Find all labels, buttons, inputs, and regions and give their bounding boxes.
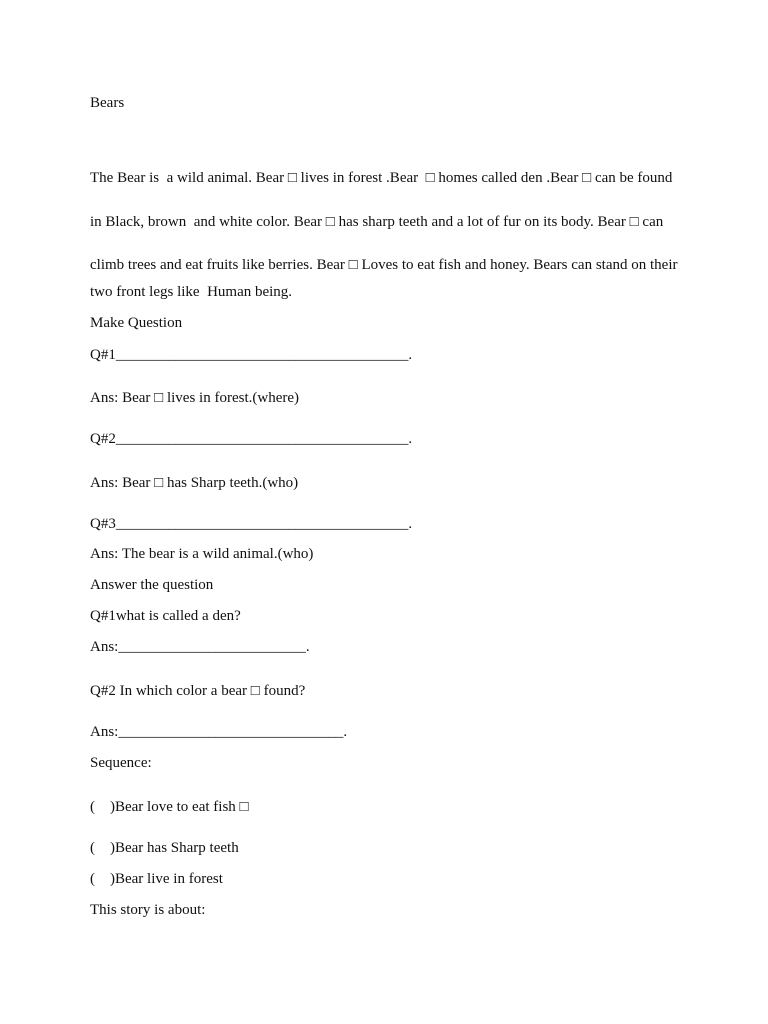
- answer-question-a2: Ans:______________________________.: [90, 724, 348, 740]
- sequence-item: ( )Bear live in forest: [90, 871, 223, 887]
- answer-question-heading: Answer the question: [90, 577, 214, 593]
- make-question-a3: Ans: The bear is a wild animal.(who): [90, 546, 314, 562]
- worksheet-title: Bears: [90, 95, 125, 111]
- paragraph-line: two front legs like Human being.: [90, 284, 293, 300]
- sequence-item: ( )Bear has Sharp teeth: [90, 840, 239, 856]
- answer-question-q2: Q#2 In which color a bear □ found?: [90, 683, 306, 699]
- sequence-heading: Sequence:: [90, 755, 152, 771]
- make-question-a2: Ans: Bear □ has Sharp teeth.(who): [90, 475, 299, 491]
- story-about-prompt: This story is about:: [90, 902, 206, 918]
- paragraph-line: The Bear is a wild animal. Bear □ lives in forest .Bear □ homes called den .Bear □ can be found: [90, 170, 673, 186]
- sequence-item: ( )Bear love to eat fish □: [90, 799, 249, 815]
- answer-question-a1: Ans:_________________________.: [90, 639, 310, 655]
- make-question-a1: Ans: Bear □ lives in forest.(where): [90, 390, 299, 406]
- paragraph-line: in Black, brown and white color. Bear □ has sharp teeth and a lot of fur on its body. Bear □ can: [90, 214, 664, 230]
- answer-question-q1: Q#1what is called a den?: [90, 608, 241, 624]
- make-question-q1: Q#1_______________________________________.: [90, 347, 413, 363]
- make-question-q3: Q#3_______________________________________.: [90, 516, 413, 532]
- make-question-heading: Make Question: [90, 315, 183, 331]
- make-question-q2: Q#2_______________________________________.: [90, 431, 413, 447]
- paragraph-line: climb trees and eat fruits like berries. Bear □ Loves to eat fish and honey. Bears can stand on their: [90, 257, 678, 273]
